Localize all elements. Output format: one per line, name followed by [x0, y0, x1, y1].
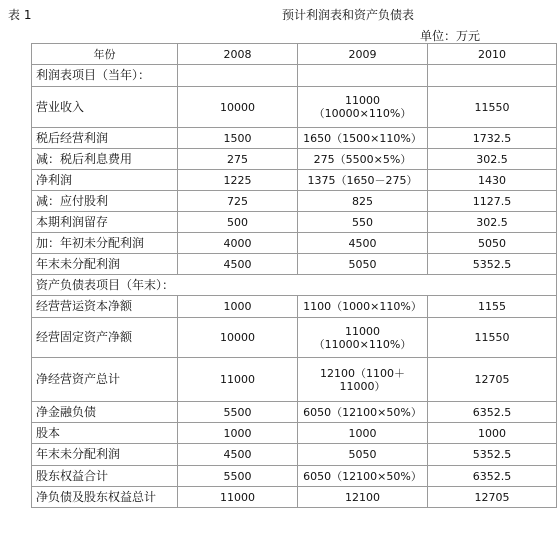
table-row	[32, 466, 557, 487]
header-year-2010: 2010	[428, 44, 557, 65]
cell-2008: 1225	[178, 170, 298, 191]
cell-2010: 1127.5	[428, 191, 557, 212]
cell-2010: 302.5	[428, 212, 557, 233]
cell-2010: 11550	[428, 318, 557, 358]
cell-2009-line2: （11000×110%）	[313, 337, 412, 351]
table-row	[32, 233, 557, 254]
cell-2010: 1732.5	[428, 128, 557, 149]
table-row	[32, 87, 557, 128]
table-row	[32, 487, 557, 508]
row-label: 减：应付股利	[32, 191, 178, 212]
table-title: 预计利润表和资产负债表	[282, 8, 415, 22]
cell-2008: 10000	[178, 87, 298, 128]
cell-2009: 4500	[298, 233, 428, 254]
cell-2009-line1: 12100（1100＋	[320, 366, 405, 380]
cell-2008: 4500	[178, 444, 298, 466]
cell-2010: 5050	[428, 233, 557, 254]
row-label: 利润表项目（当年）：	[32, 65, 178, 87]
cell-2010: 6352.5	[428, 402, 557, 423]
header-year-2009: 2009	[298, 44, 428, 65]
cell-2010: 12705	[428, 487, 557, 508]
cell-2010: 1430	[428, 170, 557, 191]
table-number: 表 1	[8, 8, 32, 22]
row-label: 年末未分配利润	[32, 254, 178, 275]
row-label: 本期利润留存	[32, 212, 178, 233]
cell-2010: 5352.5	[428, 254, 557, 275]
cell-2009-line1: 11000	[345, 94, 380, 107]
cell-2008: 1500	[178, 128, 298, 149]
row-label: 减：税后利息费用	[32, 149, 178, 170]
cell-2009	[298, 318, 428, 358]
cell-2009	[298, 358, 428, 402]
cell-2009	[298, 87, 428, 128]
cell-2008: 1000	[178, 423, 298, 444]
unit-label: 单位：万元	[420, 29, 481, 43]
cell-2009: 6050（12100×50%）	[298, 466, 428, 487]
cell-2010: 11550	[428, 87, 557, 128]
row-label: 净负债及股东权益总计	[32, 487, 178, 508]
header-year-label: 年份	[32, 44, 178, 65]
table-row	[32, 423, 557, 444]
row-label: 年末未分配利润	[32, 444, 178, 466]
cell-2009: 275（5500×5%）	[298, 149, 428, 170]
cell-2009: 1100（1000×110%）	[298, 296, 428, 318]
cell-2009: 5050	[298, 254, 428, 275]
row-label: 税后经营利润	[32, 128, 178, 149]
table-row	[32, 212, 557, 233]
cell-2008: 1000	[178, 296, 298, 318]
cell-2009: 1375（1650－275）	[298, 170, 428, 191]
row-label: 经营营运资本净额	[32, 296, 178, 318]
cell-2010: 5352.5	[428, 444, 557, 466]
cell-2010: 1000	[428, 423, 557, 444]
cell-2010: 1155	[428, 296, 557, 318]
cell-2009: 1000	[298, 423, 428, 444]
table-row	[32, 254, 557, 275]
table-row	[32, 191, 557, 212]
section-row	[32, 65, 557, 87]
table-row	[32, 358, 557, 402]
cell-2008: 11000	[178, 358, 298, 402]
cell-2009-line1: 11000	[345, 324, 380, 338]
row-label: 净金融负债	[32, 402, 178, 423]
table-row	[32, 444, 557, 466]
cell-2008: 10000	[178, 318, 298, 358]
cell-2008: 725	[178, 191, 298, 212]
table-row	[32, 402, 557, 423]
cell-2009-line2: （10000×110%）	[313, 107, 412, 120]
section-row	[32, 275, 557, 296]
row-label: 营业收入	[32, 87, 178, 128]
financial-table	[31, 43, 557, 508]
cell-2008: 4500	[178, 254, 298, 275]
cell-2010: 6352.5	[428, 466, 557, 487]
cell-2009-line2: 11000）	[339, 379, 386, 393]
cell-2008: 11000	[178, 487, 298, 508]
row-label: 经营固定资产净额	[32, 318, 178, 358]
row-label: 净利润	[32, 170, 178, 191]
cell-2009: 825	[298, 191, 428, 212]
cell-2010	[428, 65, 557, 87]
cell-2008: 5500	[178, 402, 298, 423]
table-row	[32, 128, 557, 149]
cell-2008: 5500	[178, 466, 298, 487]
table-row	[32, 149, 557, 170]
header-year-2008: 2008	[178, 44, 298, 65]
cell-2008: 500	[178, 212, 298, 233]
cell-2008: 4000	[178, 233, 298, 254]
cell-2009: 1650（1500×110%）	[298, 128, 428, 149]
cell-2009	[298, 65, 428, 87]
cell-2009: 12100	[298, 487, 428, 508]
cell-2009: 5050	[298, 444, 428, 466]
cell-2009: 550	[298, 212, 428, 233]
cell-2008	[178, 65, 298, 87]
table-row	[32, 318, 557, 358]
header-row	[32, 44, 557, 65]
cell-2010: 302.5	[428, 149, 557, 170]
row-label: 净经营资产总计	[32, 358, 178, 402]
cell-2010: 12705	[428, 358, 557, 402]
row-label: 资产负债表项目（年末）：	[32, 275, 557, 296]
row-label: 加：年初未分配利润	[32, 233, 178, 254]
row-label: 股东权益合计	[32, 466, 178, 487]
cell-2009: 6050（12100×50%）	[298, 402, 428, 423]
cell-2008: 275	[178, 149, 298, 170]
table-row	[32, 170, 557, 191]
row-label: 股本	[32, 423, 178, 444]
table-row	[32, 296, 557, 318]
